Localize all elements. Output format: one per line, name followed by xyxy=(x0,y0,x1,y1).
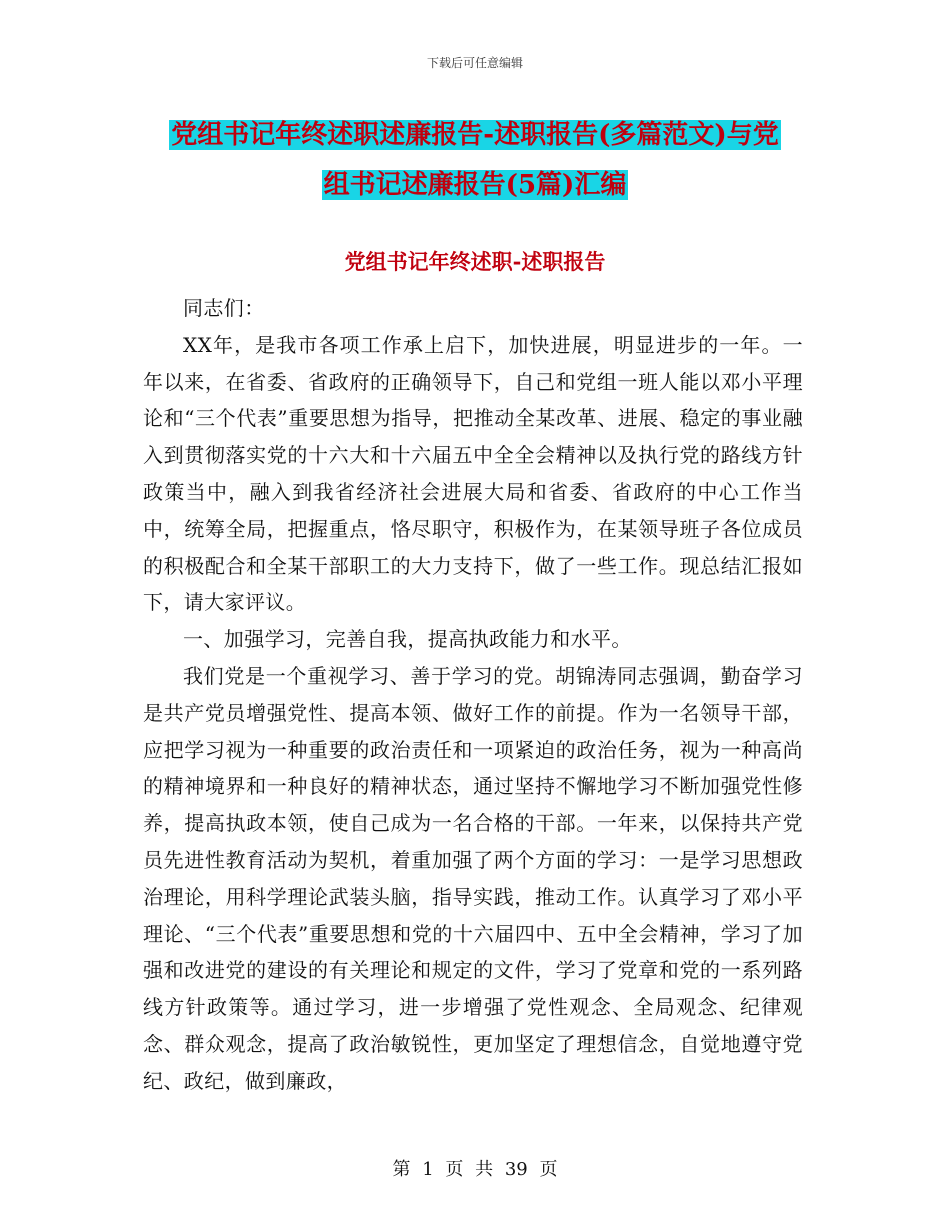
paragraph-heading-1: 一、加强学习，完善自我，提高执政能力和水平。 xyxy=(183,627,632,652)
document-title xyxy=(140,110,810,210)
title-line-2: 组书记述廉报告(5篇)汇编 xyxy=(323,170,627,200)
title-line-1: 党组书记年终述职述廉报告-述职报告(多篇范文)与党 xyxy=(171,120,779,150)
body-text xyxy=(143,290,803,1100)
page-footer: 第 1 页 共 39 页 xyxy=(392,1159,558,1180)
section-title: 党组书记年终述职-述职报告 xyxy=(344,249,606,274)
header-note: 下载后可任意编辑 xyxy=(426,56,523,70)
paragraph-study: 我们党是一个重视学习、善于学习的党。胡锦涛同志强调，勤奋学习是共产党员增强党性、提高本领、做好工作的前提。作为一名领导干部，应把学习视为一种重要的政治责任和一项紧迫的政治任务，视为一种高尚的精神境界和一种良好的精神状态，通过坚持不懈地学习不断加强党性修养，提高执政本领，使自己成为一名合格的干部。一年来，以保持共产党员先进性教育活动为契机，着重加强了两个方面的学习：一是学习思想政治理论，用科学理论武装头脑，指导实践，推动工作。认真学习了邓小平理论、“三个代表”重要思想和党的十六届四中、五中全会精神，学习了加强和改进党的建设的有关理论和规定的文件，学习了党章和党的一系列路线方针政策等。通过学习，进一步增强了党性观念、全局观念、纪律观念、群众观念，提高了政治敏锐性，更加坚定了理想信念，自觉地遵守党纪、政纪，做到廉政， xyxy=(143,663,803,1093)
paragraph-salutation: 同志们： xyxy=(183,296,265,320)
paragraph-intro: XX年，是我市各项工作承上启下，加快进展，明显进步的一年。一年以来，在省委、省政府的正确领导下，自己和党组一班人能以邓小平理论和“三个代表”重要思想为指导，把推动全某改革、进展、稳定的事业融入到贯彻落实党的十六大和十六届五中全全会精神以及执行党的路线方针政策当中，融入到我省经济社会进展大局和省委、省政府的中心工作当中，统筹全局，把握重点，恪尽职守，积极作为，在某领导班子各位成员的积极配合和全某干部职工的大力支持下，做了一些工作。现总结汇报如下，请大家评议。 xyxy=(143,332,803,615)
